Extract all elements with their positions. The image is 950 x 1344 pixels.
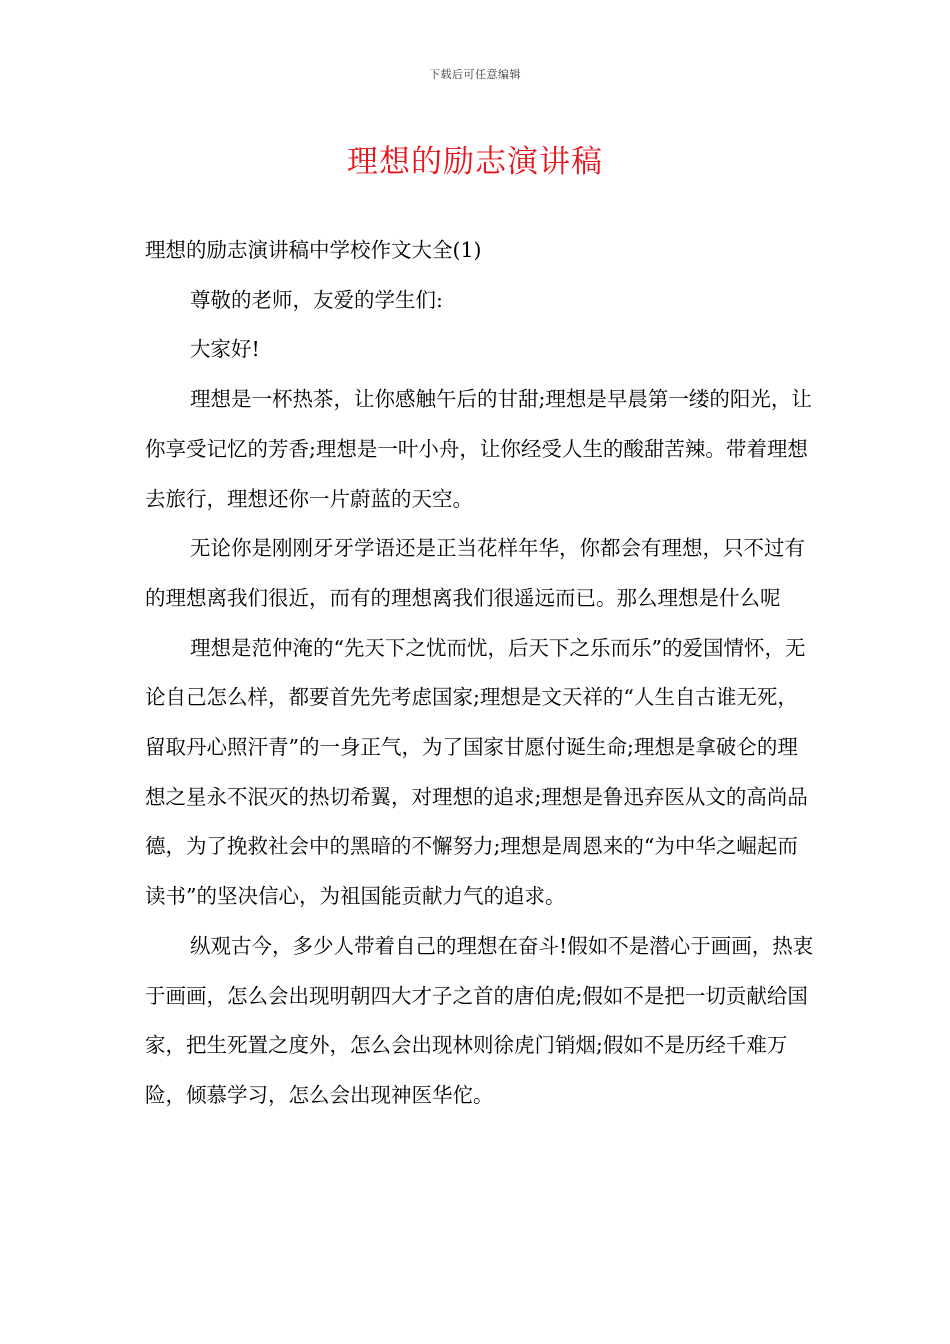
document-title: 理想的励志演讲稿 <box>347 144 603 180</box>
paragraph-historic-ideals: 理想是范仲淹的“先天下之忧而忧，后天下之乐而乐”的爱国情怀，无论自己怎么样，都要首先先考虑国家;理想是文天祥的“人生自古谁无死，留取丹心照汗青”的一身正气，为了国家甘愿付诞生命;理想是拿破仑的理想之星永不泯灭的热切希翼，对理想的追求;理想是鲁迅弃医从文的高尚品德，为了挽救社会中的黑暗的不懈努力;理想是周恩来的“为中华之崛起而读书”的坚决信心，为祖国能贡献力气的追求。 <box>145 635 808 909</box>
paragraph-ideal-metaphor: 理想是一杯热茶，让你感触午后的甘甜;理想是早晨第一缕的阳光，让你享受记忆的芳香;理想是一叶小舟，让你经受人生的酸甜苦辣。带着理想去旅行，理想还你一片蔚蓝的天空。 <box>145 387 812 511</box>
document-subtitle: 理想的励志演讲稿中学校作文大全(1) <box>145 238 482 262</box>
paragraph-through-history: 纵观古今，多少人带着自己的理想在奋斗!假如不是潜心于画画，热衷于画画，怎么会出现明朝四大才子之首的唐伯虎;假如不是把一切贡献给国家，把生死置之度外，怎么会出现林则徐虎门销烟;假如不是历经千难万险，倾慕学习，怎么会出现神医华佗。 <box>145 933 814 1107</box>
header-note: 下载后可任意编辑 <box>429 68 521 81</box>
document-body <box>145 226 817 1121</box>
paragraph-hello: 大家好! <box>190 337 260 362</box>
paragraph-greeting: 尊敬的老师，友爱的学生们: <box>190 287 443 312</box>
paragraph-what-is-ideal: 无论你是刚刚牙牙学语还是正当花样年华，你都会有理想，只不过有的理想离我们很近，而有的理想离我们很遥远而已。那么理想是什么呢 <box>145 536 805 610</box>
